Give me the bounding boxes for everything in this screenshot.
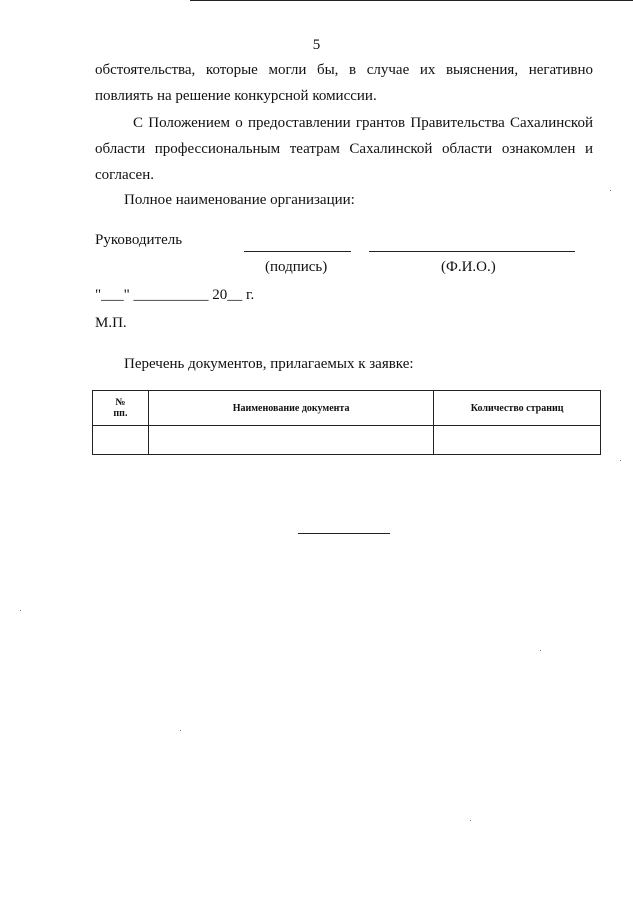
top-border-line: [190, 0, 633, 1]
scan-speck: [540, 650, 541, 651]
header-number: [93, 391, 149, 426]
signature-caption: (подпись): [265, 259, 328, 275]
documents-list-label: Перечень документов, прилагаемых к заявке:: [124, 356, 414, 372]
name-caption: (Ф.И.О.): [441, 259, 496, 275]
table-header-row: [93, 391, 601, 426]
scan-speck: [610, 190, 611, 191]
cell-number: [93, 426, 149, 455]
organization-name-label: Полное наименование организации:: [124, 192, 355, 208]
signature-line: [244, 251, 351, 252]
header-page-count: Количество страниц: [434, 391, 601, 426]
paragraph-2-line-1: С Положением о предоставлении грантов Правительства Сахалинской: [133, 115, 593, 131]
cell-document-name: [148, 426, 433, 455]
header-document-name: Наименование документа: [148, 391, 433, 426]
head-label: Руководитель: [95, 232, 183, 248]
scan-speck: [620, 460, 621, 461]
seal-label: М.П.: [95, 315, 127, 331]
date-line: "___" __________ 20__ г.: [95, 287, 255, 303]
name-line: [369, 251, 575, 252]
scan-speck: [470, 820, 471, 821]
paragraph-1-line-1: обстоятельства, которые могли бы, в случае их выяснения, негативно: [95, 62, 593, 78]
paragraph-1-line-2: повлиять на решение конкурсной комиссии.: [95, 88, 377, 104]
cell-page-count: [434, 426, 601, 455]
closing-line: [298, 533, 390, 534]
header-number-abbr: пп.: [113, 408, 128, 419]
paragraph-2-line-3: согласен.: [95, 167, 154, 183]
scan-speck: [20, 610, 21, 611]
scan-speck: [180, 730, 181, 731]
page-number: 5: [312, 37, 321, 53]
table-row: [93, 426, 601, 455]
documents-table: [92, 390, 601, 455]
paragraph-2-line-2: области профессиональным театрам Сахалинской области ознакомлен и: [95, 141, 593, 157]
header-number-symbol: №: [115, 397, 126, 408]
